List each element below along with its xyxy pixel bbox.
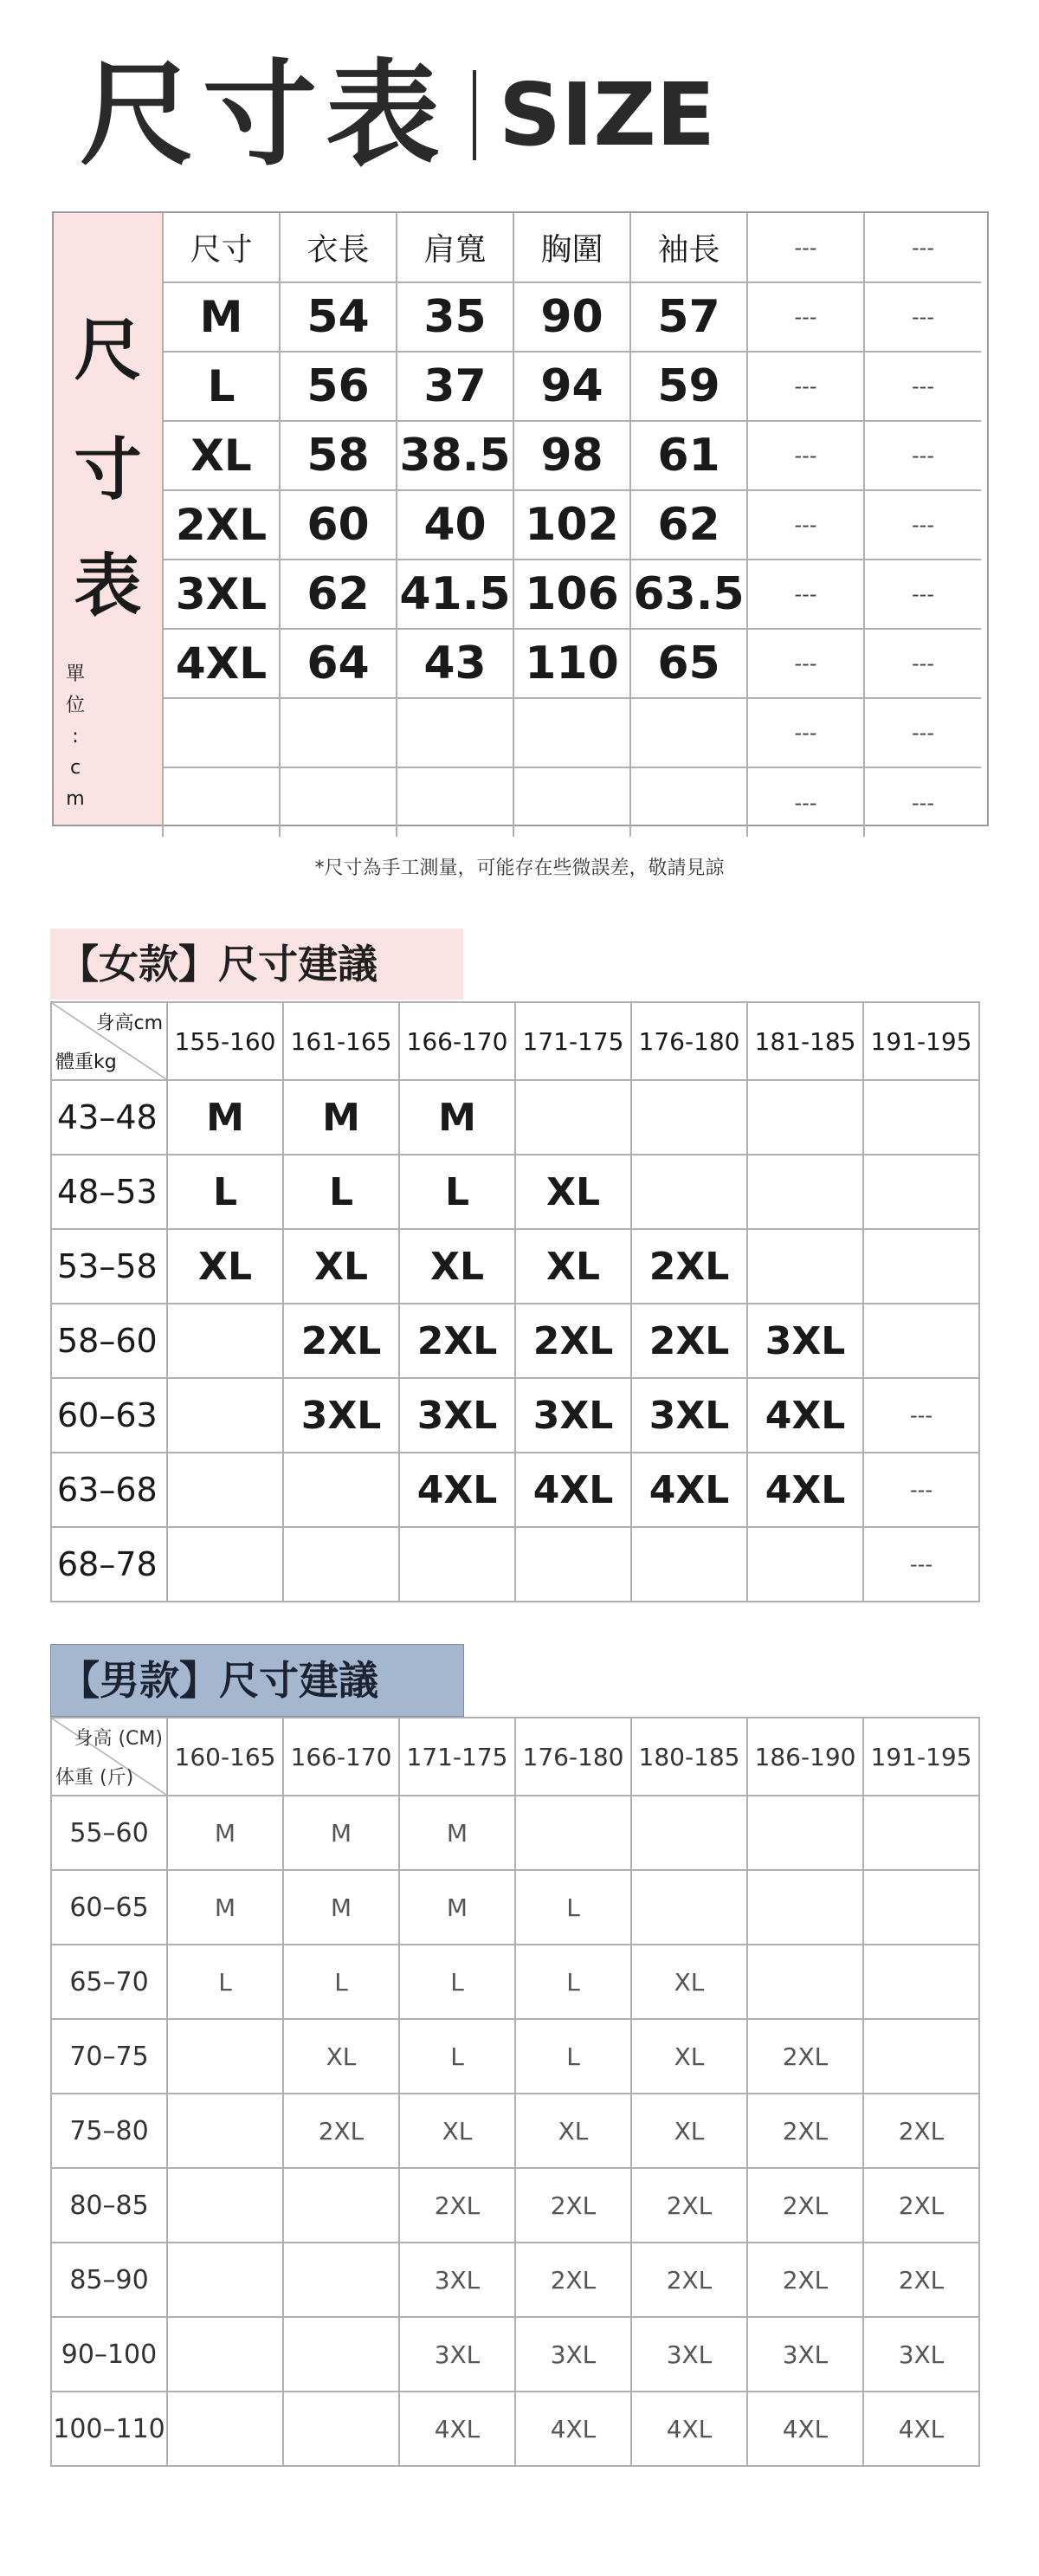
size-recommendation-cell: 3XL bbox=[399, 1378, 515, 1453]
size-label: 4XL bbox=[163, 629, 280, 698]
height-range-header: 171-175 bbox=[399, 1718, 515, 1796]
measurement-cell: 61 bbox=[630, 421, 747, 490]
unit-label-char: c bbox=[69, 757, 81, 779]
size-recommendation-cell: L bbox=[283, 1155, 399, 1229]
table-row bbox=[51, 2168, 979, 2243]
table-row bbox=[163, 352, 981, 421]
size-recommendation-cell bbox=[167, 1378, 283, 1453]
size-recommendation-cell bbox=[863, 1155, 979, 1229]
measurement-cell bbox=[280, 767, 397, 837]
unit-label-char: 位 bbox=[65, 695, 85, 716]
column-header: 袖長 bbox=[630, 213, 747, 282]
table-row bbox=[51, 1796, 979, 1870]
weight-range-label: 100–110 bbox=[51, 2392, 167, 2466]
size-recommendation-cell bbox=[863, 1796, 979, 1870]
size-recommendation-cell bbox=[747, 1870, 863, 1945]
size-recommendation-cell: 2XL bbox=[515, 1304, 631, 1378]
table-row bbox=[51, 2317, 979, 2392]
measurement-cell: 90 bbox=[513, 282, 630, 352]
size-recommendation-cell: M bbox=[399, 1870, 515, 1945]
weight-range-label: 70–75 bbox=[51, 2019, 167, 2094]
size-recommendation-cell: 4XL bbox=[515, 1453, 631, 1527]
unit-label-char: m bbox=[66, 788, 85, 810]
measurement-cell: 59 bbox=[630, 352, 747, 421]
table-row bbox=[51, 1870, 979, 1945]
size-recommendation-cell bbox=[631, 1527, 747, 1602]
measurement-cell: --- bbox=[864, 352, 981, 421]
size-recommendation-cell: 4XL bbox=[747, 1453, 863, 1527]
size-label: XL bbox=[163, 421, 280, 490]
column-header: 尺寸 bbox=[163, 213, 280, 282]
measurement-cell: 60 bbox=[280, 490, 397, 560]
table-row bbox=[163, 629, 981, 698]
measurement-cell: --- bbox=[864, 767, 981, 837]
measurement-cell bbox=[630, 767, 747, 837]
size-recommendation-cell: 3XL bbox=[631, 2317, 747, 2392]
measurement-cell: 41.5 bbox=[397, 560, 513, 629]
table-row bbox=[163, 698, 981, 767]
size-recommendation-cell: 4XL bbox=[747, 2392, 863, 2466]
size-recommendation-cell: 3XL bbox=[747, 2317, 863, 2392]
measurement-cell bbox=[397, 698, 513, 767]
column-header: 衣長 bbox=[280, 213, 397, 282]
measurement-cell: 65 bbox=[630, 629, 747, 698]
height-range-header: 166-170 bbox=[283, 1718, 399, 1796]
size-recommendation-cell: L bbox=[167, 1155, 283, 1229]
size-recommendation-cell: XL bbox=[283, 1229, 399, 1304]
size-recommendation-cell bbox=[283, 2168, 399, 2243]
measurement-cell: --- bbox=[747, 560, 864, 629]
weight-range-label: 75–80 bbox=[51, 2094, 167, 2168]
size-recommendation-cell bbox=[515, 1080, 631, 1155]
measurement-cell: 62 bbox=[280, 560, 397, 629]
measurement-cell: 102 bbox=[513, 490, 630, 560]
weight-range-label: 55–60 bbox=[51, 1796, 167, 1870]
size-recommendation-cell bbox=[167, 2168, 283, 2243]
height-range-header: 186-190 bbox=[747, 1718, 863, 1796]
size-recommendation-cell: --- bbox=[863, 1453, 979, 1527]
size-recommendation-cell bbox=[167, 1304, 283, 1378]
column-header: 肩寬 bbox=[397, 213, 513, 282]
measurement-cell bbox=[280, 698, 397, 767]
size-label: M bbox=[163, 282, 280, 352]
table-row bbox=[163, 421, 981, 490]
size-recommendation-cell: 4XL bbox=[631, 2392, 747, 2466]
size-recommendation-cell: XL bbox=[399, 1229, 515, 1304]
measurement-cell bbox=[513, 767, 630, 837]
table-row bbox=[51, 1080, 979, 1155]
measurement-cell: 106 bbox=[513, 560, 630, 629]
side-label-char: 表 bbox=[74, 547, 142, 625]
table-row bbox=[51, 1527, 979, 1602]
size-recommendation-cell bbox=[167, 2317, 283, 2392]
column-header: --- bbox=[864, 213, 981, 282]
size-recommendation-cell: 2XL bbox=[515, 2243, 631, 2317]
weight-axis-label: 體重kg bbox=[55, 1052, 117, 1073]
corner-cell bbox=[51, 1718, 167, 1796]
size-recommendation-cell: 2XL bbox=[631, 1304, 747, 1378]
corner-cell bbox=[51, 1002, 167, 1080]
size-recommendation-cell: XL bbox=[399, 2094, 515, 2168]
measurement-cell: 58 bbox=[280, 421, 397, 490]
size-recommendation-cell: L bbox=[399, 1945, 515, 2019]
weight-range-label: 58–60 bbox=[51, 1304, 167, 1378]
size-recommendation-cell bbox=[283, 2317, 399, 2392]
table-row bbox=[51, 1304, 979, 1378]
size-recommendation-cell: 2XL bbox=[747, 2243, 863, 2317]
size-recommendation-cell: --- bbox=[863, 1378, 979, 1453]
measurement-cell: 110 bbox=[513, 629, 630, 698]
size-recommendation-cell: 2XL bbox=[399, 2168, 515, 2243]
size-recommendation-cell: 3XL bbox=[747, 1304, 863, 1378]
women-size-table bbox=[50, 1001, 980, 1602]
table-row bbox=[51, 1378, 979, 1453]
size-recommendation-cell: 4XL bbox=[399, 2392, 515, 2466]
size-recommendation-cell: 3XL bbox=[515, 2317, 631, 2392]
measurement-cell: 63.5 bbox=[630, 560, 747, 629]
size-recommendation-cell: 2XL bbox=[863, 2168, 979, 2243]
size-recommendation-cell: 2XL bbox=[863, 2243, 979, 2317]
size-chart-table bbox=[162, 213, 981, 837]
size-recommendation-cell bbox=[167, 2243, 283, 2317]
size-recommendation-cell: 3XL bbox=[399, 2317, 515, 2392]
page-header bbox=[80, 50, 715, 180]
size-recommendation-cell: 4XL bbox=[515, 2392, 631, 2466]
measurement-cell: 94 bbox=[513, 352, 630, 421]
table-row bbox=[163, 282, 981, 352]
measurement-cell: 57 bbox=[630, 282, 747, 352]
size-recommendation-cell bbox=[283, 2243, 399, 2317]
size-recommendation-cell bbox=[515, 1527, 631, 1602]
size-recommendation-cell bbox=[283, 1453, 399, 1527]
measurement-cell: 43 bbox=[397, 629, 513, 698]
weight-axis-label: 体重 (斤) bbox=[55, 1767, 134, 1789]
measurement-cell: --- bbox=[747, 767, 864, 837]
page-title-en: SIZE bbox=[499, 64, 716, 165]
table-row bbox=[51, 1453, 979, 1527]
size-recommendation-cell: XL bbox=[631, 1945, 747, 2019]
table-row bbox=[163, 767, 981, 837]
height-range-header: 191-195 bbox=[863, 1718, 979, 1796]
size-recommendation-cell: 2XL bbox=[283, 1304, 399, 1378]
size-recommendation-cell: XL bbox=[283, 2019, 399, 2094]
size-recommendation-cell: 2XL bbox=[747, 2168, 863, 2243]
size-recommendation-cell: 2XL bbox=[515, 2168, 631, 2243]
size-recommendation-cell bbox=[863, 1304, 979, 1378]
size-chart-side-label bbox=[54, 213, 162, 825]
table-row bbox=[51, 2094, 979, 2168]
size-recommendation-cell: L bbox=[515, 1870, 631, 1945]
measurement-cell: --- bbox=[747, 352, 864, 421]
measurement-cell: 98 bbox=[513, 421, 630, 490]
size-recommendation-cell: XL bbox=[515, 1155, 631, 1229]
size-recommendation-cell: 4XL bbox=[399, 1453, 515, 1527]
size-recommendation-cell: 2XL bbox=[631, 2168, 747, 2243]
corner-labels bbox=[52, 1003, 166, 1079]
women-section-title: 【女款】尺寸建議 bbox=[50, 929, 463, 1000]
table-row bbox=[51, 2243, 979, 2317]
measurement-cell: --- bbox=[747, 421, 864, 490]
size-chart bbox=[52, 211, 989, 826]
weight-range-label: 68–78 bbox=[51, 1527, 167, 1602]
size-recommendation-cell: L bbox=[515, 1945, 631, 2019]
size-recommendation-cell bbox=[167, 2094, 283, 2168]
size-recommendation-cell: M bbox=[167, 1080, 283, 1155]
size-recommendation-cell: 2XL bbox=[631, 1229, 747, 1304]
size-recommendation-cell: M bbox=[167, 1870, 283, 1945]
size-label: 3XL bbox=[163, 560, 280, 629]
title-divider bbox=[473, 70, 476, 160]
size-recommendation-cell bbox=[167, 2392, 283, 2466]
height-range-header: 176-180 bbox=[631, 1002, 747, 1080]
size-recommendation-cell: M bbox=[283, 1870, 399, 1945]
measurement-cell: --- bbox=[864, 629, 981, 698]
size-recommendation-cell: L bbox=[167, 1945, 283, 2019]
measurement-cell: --- bbox=[864, 421, 981, 490]
size-label bbox=[163, 698, 280, 767]
size-recommendation-cell: 2XL bbox=[283, 2094, 399, 2168]
size-recommendation-cell bbox=[515, 1796, 631, 1870]
size-recommendation-cell bbox=[863, 1229, 979, 1304]
size-recommendation-cell bbox=[631, 1080, 747, 1155]
measurement-cell: --- bbox=[747, 282, 864, 352]
measurement-cell: 35 bbox=[397, 282, 513, 352]
table-row bbox=[163, 490, 981, 560]
table-row bbox=[51, 1229, 979, 1304]
size-recommendation-cell: XL bbox=[515, 1229, 631, 1304]
height-axis-label: 身高cm bbox=[95, 1013, 163, 1034]
weight-range-label: 90–100 bbox=[51, 2317, 167, 2392]
measurement-cell bbox=[513, 698, 630, 767]
measurement-cell: --- bbox=[747, 698, 864, 767]
column-header: 胸圍 bbox=[513, 213, 630, 282]
side-label-char: 尺 bbox=[74, 312, 142, 390]
weight-range-label: 60–63 bbox=[51, 1378, 167, 1453]
table-row bbox=[51, 1945, 979, 2019]
size-recommendation-cell: XL bbox=[167, 1229, 283, 1304]
size-recommendation-cell: L bbox=[283, 1945, 399, 2019]
measurement-cell: --- bbox=[864, 490, 981, 560]
height-header-row bbox=[51, 1718, 979, 1796]
size-recommendation-cell bbox=[631, 1796, 747, 1870]
measurement-cell: 64 bbox=[280, 629, 397, 698]
size-recommendation-cell: 3XL bbox=[863, 2317, 979, 2392]
size-recommendation-cell bbox=[167, 2019, 283, 2094]
size-recommendation-cell bbox=[747, 1229, 863, 1304]
size-recommendation-cell: XL bbox=[631, 2019, 747, 2094]
measurement-cell bbox=[397, 767, 513, 837]
size-recommendation-cell bbox=[167, 1527, 283, 1602]
measurement-cell: --- bbox=[747, 629, 864, 698]
height-range-header: 181-185 bbox=[747, 1002, 863, 1080]
size-label: L bbox=[163, 352, 280, 421]
weight-range-label: 65–70 bbox=[51, 1945, 167, 2019]
measurement-cell: 37 bbox=[397, 352, 513, 421]
height-range-header: 161-165 bbox=[283, 1002, 399, 1080]
measurement-cell: --- bbox=[864, 698, 981, 767]
height-range-header: 191-195 bbox=[863, 1002, 979, 1080]
table-row bbox=[51, 2392, 979, 2466]
men-size-table bbox=[50, 1717, 980, 2467]
men-section-title: 【男款】尺寸建議 bbox=[50, 1644, 464, 1717]
size-recommendation-cell: L bbox=[399, 1155, 515, 1229]
measurement-cell: 62 bbox=[630, 490, 747, 560]
size-recommendation-cell: XL bbox=[631, 2094, 747, 2168]
size-recommendation-cell bbox=[863, 1080, 979, 1155]
size-recommendation-cell: M bbox=[167, 1796, 283, 1870]
weight-range-label: 48–53 bbox=[51, 1155, 167, 1229]
measurement-cell: --- bbox=[864, 560, 981, 629]
size-label: 2XL bbox=[163, 490, 280, 560]
size-recommendation-cell: 3XL bbox=[283, 1378, 399, 1453]
size-recommendation-cell: M bbox=[283, 1796, 399, 1870]
size-recommendation-cell bbox=[399, 1527, 515, 1602]
size-recommendation-cell: 2XL bbox=[863, 2094, 979, 2168]
measurement-cell: 56 bbox=[280, 352, 397, 421]
page-title-zh: 尺寸表 bbox=[80, 49, 449, 182]
size-recommendation-cell bbox=[863, 1870, 979, 1945]
size-recommendation-cell: 3XL bbox=[515, 1378, 631, 1453]
weight-range-label: 53–58 bbox=[51, 1229, 167, 1304]
size-recommendation-cell bbox=[283, 1527, 399, 1602]
size-recommendation-cell bbox=[283, 2392, 399, 2466]
size-recommendation-cell: 2XL bbox=[747, 2019, 863, 2094]
size-recommendation-cell bbox=[747, 1796, 863, 1870]
table-row bbox=[51, 2019, 979, 2094]
side-label-char: 寸 bbox=[74, 431, 142, 509]
weight-range-label: 85–90 bbox=[51, 2243, 167, 2317]
measurement-cell: --- bbox=[747, 490, 864, 560]
size-recommendation-cell: M bbox=[283, 1080, 399, 1155]
height-range-header: 176-180 bbox=[515, 1718, 631, 1796]
size-recommendation-cell: --- bbox=[863, 1527, 979, 1602]
weight-range-label: 60–65 bbox=[51, 1870, 167, 1945]
height-range-header: 166-170 bbox=[399, 1002, 515, 1080]
table-row bbox=[51, 1155, 979, 1229]
height-range-header: 180-185 bbox=[631, 1718, 747, 1796]
height-axis-label: 身高 (CM) bbox=[74, 1728, 163, 1750]
measurement-note: *尺寸為手工測量，可能存在些微誤差，敬請見諒 bbox=[314, 858, 725, 879]
size-recommendation-cell: 3XL bbox=[631, 1378, 747, 1453]
measurement-cell: 40 bbox=[397, 490, 513, 560]
size-recommendation-cell: XL bbox=[515, 2094, 631, 2168]
height-range-header: 160-165 bbox=[167, 1718, 283, 1796]
measurement-cell: --- bbox=[864, 282, 981, 352]
size-recommendation-cell bbox=[747, 1945, 863, 2019]
corner-labels bbox=[52, 1718, 166, 1795]
size-recommendation-cell bbox=[747, 1155, 863, 1229]
weight-range-label: 43–48 bbox=[51, 1080, 167, 1155]
weight-range-label: 80–85 bbox=[51, 2168, 167, 2243]
size-recommendation-cell: L bbox=[399, 2019, 515, 2094]
size-recommendation-cell: M bbox=[399, 1796, 515, 1870]
size-recommendation-cell: 3XL bbox=[399, 2243, 515, 2317]
unit-label-char: 單 bbox=[65, 663, 85, 685]
size-recommendation-cell bbox=[747, 1527, 863, 1602]
table-row bbox=[163, 560, 981, 629]
size-recommendation-cell bbox=[631, 1870, 747, 1945]
size-recommendation-cell bbox=[631, 1155, 747, 1229]
size-recommendation-cell: 4XL bbox=[747, 1378, 863, 1453]
measurement-cell: 38.5 bbox=[397, 421, 513, 490]
column-header: --- bbox=[747, 213, 864, 282]
weight-range-label: 63–68 bbox=[51, 1453, 167, 1527]
size-recommendation-cell bbox=[167, 1453, 283, 1527]
size-recommendation-cell: L bbox=[515, 2019, 631, 2094]
size-recommendation-cell bbox=[747, 1080, 863, 1155]
size-chart-header-row bbox=[163, 213, 981, 282]
measurement-cell: 54 bbox=[280, 282, 397, 352]
height-header-row bbox=[51, 1002, 979, 1080]
size-recommendation-cell: 2XL bbox=[399, 1304, 515, 1378]
size-recommendation-cell bbox=[863, 1945, 979, 2019]
size-recommendation-cell: M bbox=[399, 1080, 515, 1155]
size-recommendation-cell: 2XL bbox=[631, 2243, 747, 2317]
height-range-header: 155-160 bbox=[167, 1002, 283, 1080]
size-recommendation-cell bbox=[863, 2019, 979, 2094]
measurement-cell bbox=[630, 698, 747, 767]
size-label bbox=[163, 767, 280, 837]
unit-label-char: : bbox=[72, 726, 79, 748]
height-range-header: 171-175 bbox=[515, 1002, 631, 1080]
size-recommendation-cell: 4XL bbox=[863, 2392, 979, 2466]
size-recommendation-cell: 2XL bbox=[747, 2094, 863, 2168]
size-recommendation-cell: 4XL bbox=[631, 1453, 747, 1527]
